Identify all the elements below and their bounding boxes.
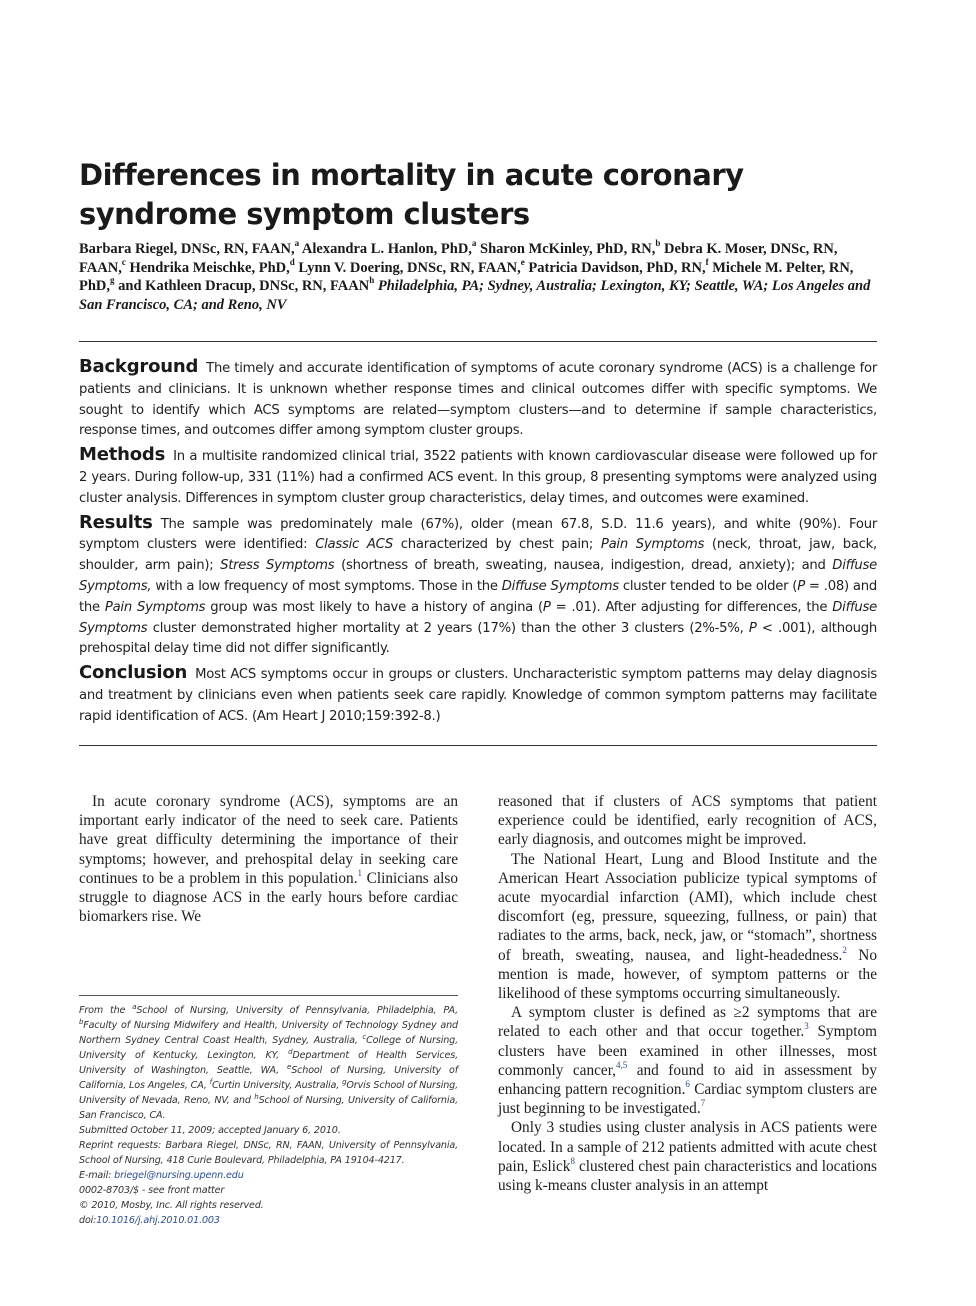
text-run: No mention is made, however, of symptom patterns or the likelihood of these symptoms occurring simultaneously. (498, 946, 877, 1003)
affiliation-marker: a (471, 238, 477, 249)
cluster-name: Pain Symptoms (600, 537, 705, 553)
citation-link[interactable]: 4,5 (616, 1059, 628, 1070)
doi-link[interactable]: 10.1016/j.ahj.2010.01.003 (96, 1215, 220, 1226)
abstract-top-rule (79, 341, 877, 342)
author-list (79, 240, 879, 314)
abstract-methods (79, 445, 877, 509)
cluster-name: Diffuse Symptoms (501, 578, 619, 594)
section-text: The timely and accurate identification of symptoms of acute coronary syndrome (ACS) is a challenge for patients and clinicians. It is unknown whether response times and clinical outcomes differ with specific symptoms. We sought to identify which ACS symptoms are related—symptom clusters—and to determine if sample characteristics, response times, and outcomes differ among symptom cluster groups. (79, 361, 877, 439)
affiliation-marker: c (121, 256, 126, 267)
author-name: Barbara Riegel, DNSc, RN, FAAN, (79, 241, 295, 257)
text-run: Faculty of Nursing Midwifery and Health, University of Technology Sydney and Northern Sydney Central Coast Health, Sydney, Australia, (79, 1020, 458, 1046)
text-run: E-mail: (79, 1170, 115, 1181)
abstract-bottom-rule (79, 745, 877, 746)
text-run: and found to aid in assessment by enhancing pattern recognition. (498, 1061, 877, 1099)
text-run: College of Nursing, University of Kentucky, Lexington, KY, (79, 1035, 458, 1061)
text-run: Curtin University, Australia, (211, 1080, 343, 1091)
text-run: School of Nursing, University of Pennsylvania, Philadelphia, PA, (136, 1005, 459, 1016)
text-run: In acute coronary syndrome (ACS), symptoms are an important early indicator of the need to seek care. Patients have great difficulty determining the importance of their symptoms; however, and prehospital delay in seeking care continues to be a problem in this population. (79, 793, 458, 887)
issn-note: 0002-8703/$ - see front matter (79, 1185, 225, 1196)
abstract-conclusion (79, 663, 877, 727)
text-run: Only 3 studies using cluster analysis in ACS patients were located. In a sample of 212 patients admitted with acute chest pain, Eslick (498, 1119, 877, 1175)
text-run: < .001), although prehospital delay time did not differ significantly. (79, 620, 877, 657)
cluster-name: Classic ACS (315, 537, 393, 553)
abstract (79, 357, 877, 731)
body-paragraph (498, 1118, 877, 1195)
author-name: Alexandra L. Hanlon, PhD, (301, 241, 472, 257)
affiliations-note (79, 1003, 458, 1123)
author-name: and Kathleen Dracup, DNSc, RN, FAAN (118, 278, 370, 294)
cluster-name: Diffuse Symptoms, (79, 558, 877, 594)
affiliation-marker: a (132, 1002, 137, 1011)
email-note (79, 1168, 458, 1183)
affiliation-marker: b (79, 1017, 84, 1026)
p-value-symbol: P (748, 620, 757, 636)
cluster-name: Diffuse Symptoms (79, 599, 877, 636)
text-run: From the (79, 1005, 133, 1016)
text-run: = .08) and the (79, 578, 877, 615)
citation-link[interactable]: 6 (685, 1078, 690, 1089)
text-run: = .01). After adjusting for differences, the (550, 599, 833, 615)
body-paragraph (79, 792, 458, 926)
affiliation-marker: e (287, 1062, 292, 1071)
reprint-note: Reprint requests: Barbara Riegel, DNSc, RN, FAAN, University of Pennsylvania, School of Nursing, 418 Curie Boulevard, Philadelphia, PA 19104-4217. (79, 1140, 458, 1166)
body-left-column (79, 792, 458, 926)
citation-link[interactable]: 8 (570, 1155, 575, 1166)
text-run: with a low frequency of most symptoms. Those in the (151, 578, 502, 594)
cluster-name: Pain Symptoms (104, 599, 206, 615)
author-name: Lynn V. Doering, DNSc, RN, FAAN, (298, 259, 521, 276)
text-run: Orvis School of Nursing, University of Nevada, Reno, NV, and (79, 1080, 458, 1106)
author-name: Michele M. Pelter, RN, PhD, (79, 259, 854, 294)
text-run: Cardiac symptom clusters are just beginning to be investigated. (498, 1081, 877, 1118)
citation-link[interactable]: 3 (804, 1021, 809, 1032)
text-run: (neck, throat, jaw, back, shoulder, arm pain); (79, 537, 877, 574)
author-locations: Philadelphia, PA; Sydney, Australia; Lexington, KY; Seattle, WA; Los Angeles and San Francisco, CA; and Reno, NV (79, 278, 871, 313)
footnotes (79, 1003, 458, 1228)
text-run: clustered chest pain characteristics and locations using k-means cluster analysis in an attempt (498, 1157, 877, 1195)
text-run: The sample was predominately male (67%), older (mean 67.8, S.D. 11.6 years), and white (90%). Four symptom clusters were identified: (79, 516, 877, 553)
text-run: characterized by chest pain; (392, 537, 601, 553)
affiliation-marker: b (655, 238, 661, 249)
body-paragraph (498, 850, 877, 1004)
copyright-note: © 2010, Mosby, Inc. All rights reserved. (79, 1200, 264, 1211)
text-run: cluster demonstrated higher mortality at 2 years (17%) than the other 3 clusters (2%-5%, (147, 620, 749, 636)
p-value-symbol: P (797, 578, 805, 594)
affiliation-marker: h (369, 275, 375, 286)
affiliation-marker: f (209, 1077, 212, 1086)
abstract-results (79, 513, 877, 661)
affiliation-marker: h (254, 1092, 259, 1101)
section-text: Most ACS symptoms occur in groups or clusters. Uncharacteristic symptom patterns may delay diagnosis and treatment by clinicians even when patients seek care rapidly. Knowledge of common symptom patterns may facilitate rapid identification of ACS. (Am Heart J 2010;159:392-8.) (79, 667, 877, 724)
affiliation-marker: d (289, 256, 295, 267)
author-name: Hendrika Meischke, PhD, (129, 259, 290, 276)
author-name: Debra K. Moser, DNSc, RN, FAAN, (79, 241, 838, 276)
author-name: Sharon McKinley, PhD, RN, (480, 241, 656, 257)
doi-note (79, 1213, 458, 1228)
section-heading: Methods (79, 444, 166, 466)
affiliation-marker: f (705, 256, 709, 267)
text-run: Department of Health Services, University of Washington, Seattle, WA, (79, 1050, 458, 1076)
section-heading: Background (79, 356, 199, 377)
affiliation-marker: a (294, 238, 300, 249)
cluster-name: Stress Symptoms (220, 558, 335, 574)
affiliation-marker: e (520, 256, 525, 267)
p-value-symbol: P (542, 599, 551, 615)
affiliation-marker: c (362, 1032, 367, 1041)
footnote-rule (79, 995, 458, 996)
affiliation-marker: g (342, 1077, 347, 1086)
text-run: Clinicians also struggle to diagnose ACS in the early hours before cardiac biomarkers rise. We (79, 869, 458, 926)
body-paragraph: reasoned that if clusters of ACS symptoms that patient experience could be identified, early recognition of ACS, early diagnosis, and outcomes might be improved. (498, 793, 877, 849)
section-text: In a multisite randomized clinical trial, 3522 patients with known cardiovascular disease were followed up for 2 years. During follow-up, 331 (11%) had a confirmed ACS event. In this group, 8 presenting symptoms were analyzed using cluster analysis. Differences in symptom cluster group characteristics, delay times, and outcomes were examined. (79, 449, 877, 506)
text-run: (shortness of breath, sweating, nausea, indigestion, dread, anxiety); and (334, 558, 833, 574)
text-run: doi: (79, 1215, 97, 1226)
submission-note: Submitted October 11, 2009; accepted January 6, 2010. (79, 1125, 341, 1136)
affiliation-marker: d (288, 1047, 293, 1056)
body-right-column (498, 792, 877, 1195)
citation-link[interactable]: 7 (700, 1098, 706, 1109)
citation-link[interactable]: 2 (842, 944, 847, 955)
citation-link[interactable]: 1 (357, 867, 363, 878)
text-run: group was most likely to have a history of angina ( (205, 599, 543, 615)
section-heading: Conclusion (79, 662, 188, 684)
author-name: Patricia Davidson, PhD, RN, (528, 259, 706, 276)
text-run: Symptom clusters have been examined in other illnesses, most commonly cancer, (498, 1023, 877, 1079)
text-run: cluster tended to be older ( (618, 578, 798, 594)
text-run: School of Nursing, University of California, Los Angeles, CA, (79, 1065, 458, 1091)
abstract-background (79, 357, 877, 442)
email-link[interactable]: briegel@nursing.upenn.edu (114, 1170, 244, 1181)
article-title: Differences in mortality in acute coronary syndrome symptom clusters (79, 158, 744, 231)
body-paragraph (498, 1003, 877, 1118)
affiliation-marker: g (110, 275, 115, 286)
text-run: A symptom cluster is defined as ≥2 symptoms that are related to each other and that occur together. (498, 1004, 877, 1041)
section-heading: Results (79, 511, 153, 533)
text-run: The National Heart, Lung and Blood Institute and the American Heart Association publicize typical symptoms of acute myocardial infarction (AMI), which include chest discomfort (eg, pressure, squeezing, fullness, or pain) that radiates to the arms, back, neck, jaw, or “stomach”, shortness of breath, sweating, nausea, and light-headedness. (498, 850, 877, 964)
text-run: School of Nursing, University of California, San Francisco, CA. (79, 1095, 459, 1121)
